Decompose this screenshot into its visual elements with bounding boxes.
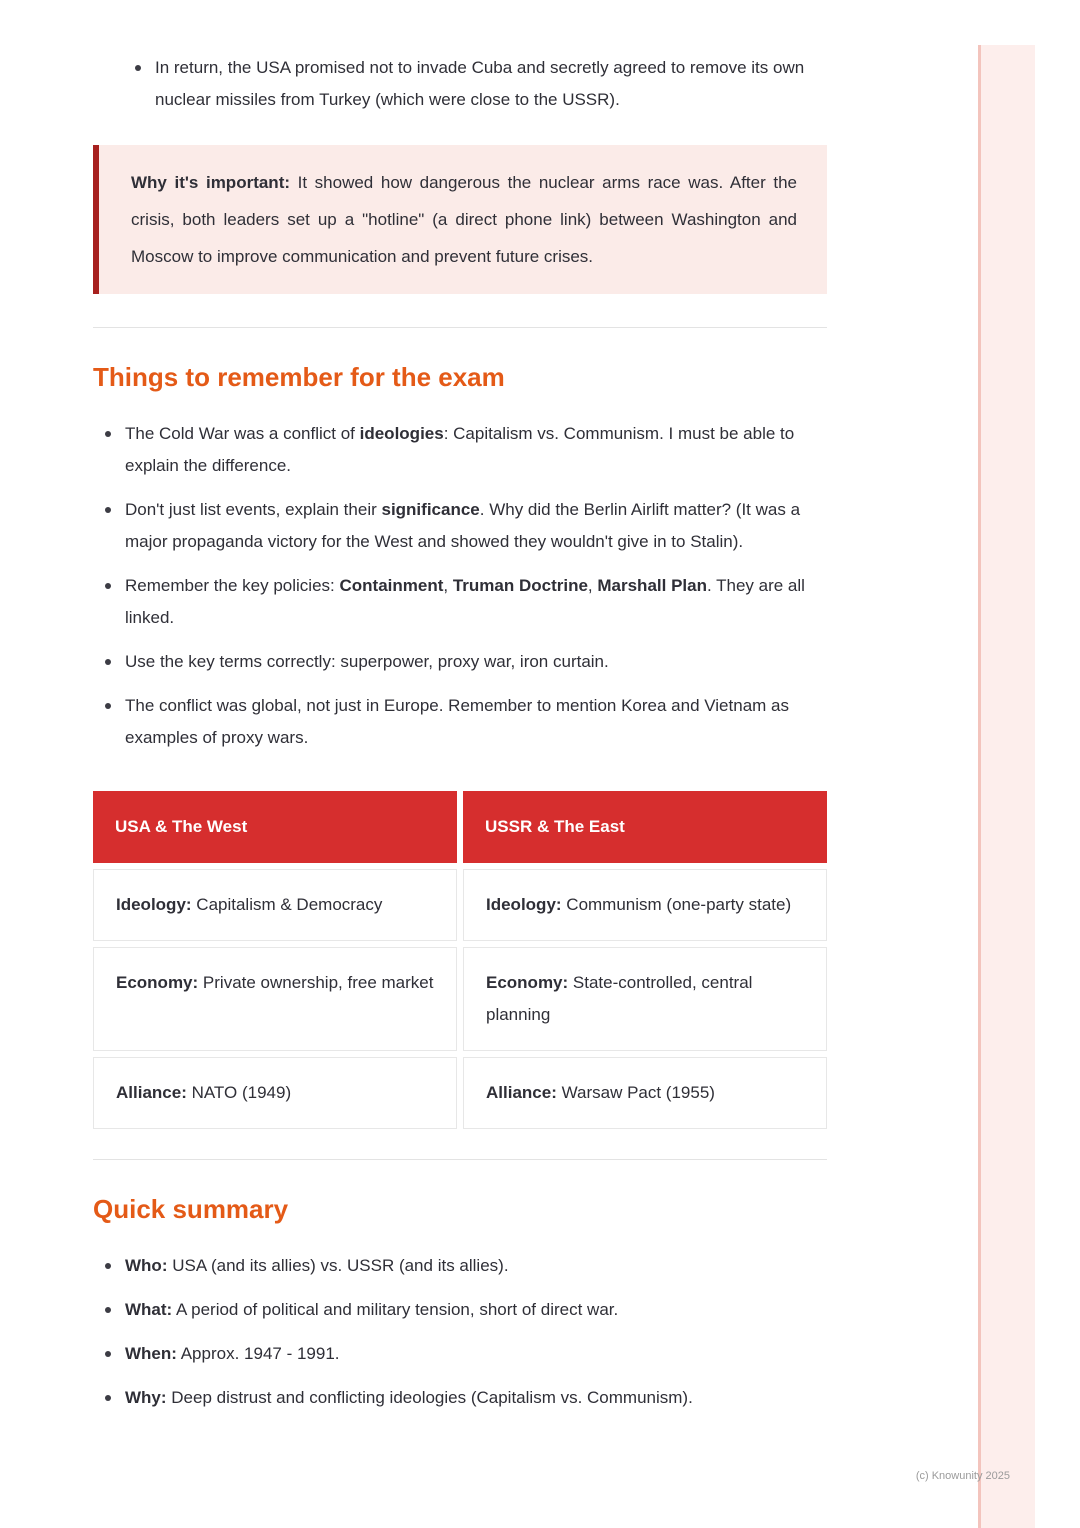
text-segment: A period of political and military tension, short of direct war. (172, 1300, 619, 1319)
text-segment: . They are all linked. (125, 576, 805, 627)
text-segment: Don't just list events, explain their (125, 500, 382, 519)
divider (93, 1159, 827, 1160)
table-cell-economy-west (93, 947, 457, 1051)
text-segment: The Cold War was a conflict of (125, 424, 360, 443)
intro-bullet-list (93, 52, 827, 116)
list-item (93, 690, 827, 754)
text-segment: State-controlled, central planning (486, 973, 753, 1024)
bold-text-segment: Ideology: (116, 895, 192, 914)
bold-text-segment: Truman Doctrine (452, 576, 588, 595)
text-segment: , (587, 576, 598, 595)
text-segment: Warsaw Pact (1955) (556, 1083, 715, 1102)
list-item (93, 494, 827, 558)
document-content (93, 0, 827, 1426)
text-segment: The conflict was global, not just in Europe. Remember to mention Korea and Vietnam as examples of proxy wars. (125, 696, 789, 747)
summary-bullet-list (93, 1250, 827, 1414)
list-item (93, 1338, 827, 1370)
bold-text-segment: ideologies (359, 424, 444, 443)
bold-text-segment: Containment (339, 576, 444, 595)
bold-text-segment: Economy: (116, 973, 199, 992)
bold-text-segment: Economy: (486, 973, 569, 992)
page-edge-decoration (978, 45, 1035, 1528)
table-cell-economy-east (463, 947, 827, 1051)
list-item (93, 570, 827, 634)
list-item (93, 646, 827, 678)
list-item (93, 1382, 827, 1414)
bold-text-segment: Ideology: (486, 895, 562, 914)
table-header-usa-west: USA & The West (93, 791, 457, 863)
table-cell-ideology-east (463, 869, 827, 941)
bold-text-segment: Why it's important: (131, 173, 291, 192)
list-item (93, 1294, 827, 1326)
table-cell-alliance-east (463, 1057, 827, 1129)
section-title-summary: Quick summary (93, 1194, 289, 1224)
list-item (93, 418, 827, 482)
comparison-table (93, 791, 827, 1129)
text-segment: Use the key terms correctly: superpower, proxy war, iron curtain. (125, 652, 609, 671)
list-item (93, 52, 827, 116)
table-cell-ideology-west (93, 869, 457, 941)
text-segment: Communism (one-party state) (561, 895, 792, 914)
bold-text-segment: Alliance: (116, 1083, 187, 1102)
bold-text-segment: When: (125, 1344, 177, 1363)
section-title-exam: Things to remember for the exam (93, 362, 505, 392)
bold-text-segment: significance (381, 500, 480, 519)
text-segment: USA (and its allies) vs. USSR (and its allies). (167, 1256, 509, 1275)
text-segment: It showed how dangerous the nuclear arms race was. After the crisis, both leaders set up a "hotline" (a direct phone link) between Washington and Moscow to improve communication and prevent future crises. (131, 173, 797, 266)
bold-text-segment: Who: (125, 1256, 168, 1275)
bold-text-segment: Alliance: (486, 1083, 557, 1102)
text-segment: : Capitalism vs. Communism. I must be able to explain the difference. (125, 424, 795, 475)
bold-text-segment: Marshall Plan (597, 576, 707, 595)
text-segment: Capitalism & Democracy (191, 895, 383, 914)
text-segment: Deep distrust and conflicting ideologies (Capitalism vs. Communism). (166, 1388, 693, 1407)
text-segment: In return, the USA promised not to invade Cuba and secretly agreed to remove its own nuclear missiles from Turkey (which were close to the USSR). (155, 58, 805, 109)
bold-text-segment: What: (125, 1300, 173, 1319)
table-cell-alliance-west (93, 1057, 457, 1129)
text-segment: , (443, 576, 453, 595)
text-segment: . Why did the Berlin Airlift matter? (It was a major propaganda victory for the West and showed they wouldn't give in to Stalin). (125, 500, 801, 551)
table-header-ussr-east: USSR & The East (463, 791, 827, 863)
bold-text-segment: Why: (125, 1388, 167, 1407)
important-callout (93, 145, 827, 294)
callout-text (131, 164, 797, 275)
text-segment: Approx. 1947 - 1991. (176, 1344, 340, 1363)
divider (93, 327, 827, 328)
list-item (93, 1250, 827, 1282)
text-segment: NATO (1949) (186, 1083, 292, 1102)
watermark: (c) Knowunity 2025 (915, 1470, 1010, 1482)
text-segment: Private ownership, free market (198, 973, 434, 992)
text-segment: Remember the key policies: (125, 576, 340, 595)
exam-bullet-list (93, 418, 827, 754)
